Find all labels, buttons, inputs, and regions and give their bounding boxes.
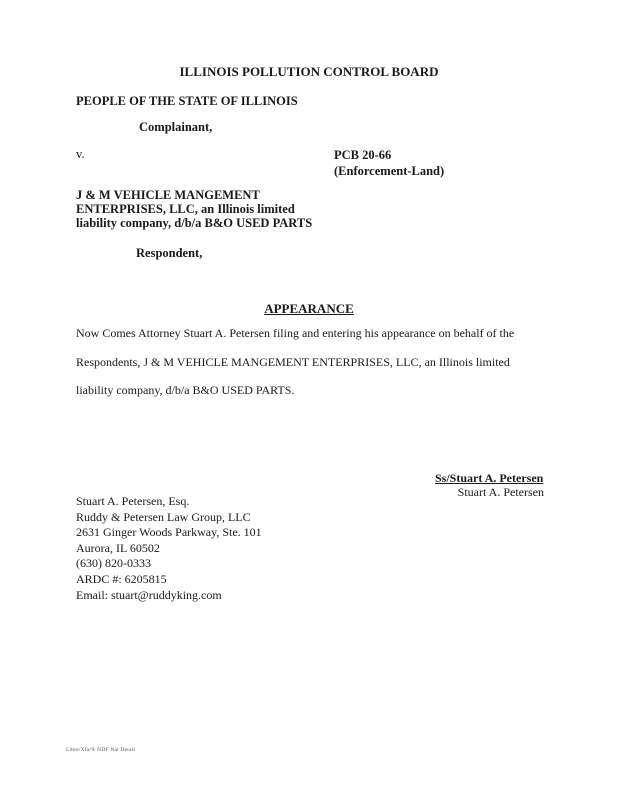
contact-street: 2631 Ginger Woods Parkway, Ste. 101: [76, 525, 262, 540]
body-line: Respondents, J & M VEHICLE MANGEMENT ENTERPRISES, LLC, an Illinois limited: [76, 354, 510, 369]
contact-city: Aurora, IL 60502: [76, 540, 160, 555]
respondent-name: [76, 188, 312, 230]
contact-name: Stuart A. Petersen, Esq.: [76, 494, 190, 508]
versus-label: v.: [76, 147, 85, 161]
complainant-label: Complainant,: [139, 120, 213, 134]
board-title: ILLINOIS POLLUTION CONTROL BOARD: [179, 64, 439, 79]
appearance-body: [76, 319, 514, 405]
contact-email: Email: stuart@ruddyking.com: [76, 587, 222, 602]
case-number: PCB 20-66: [334, 148, 392, 162]
body-line: liability company, d/b/a B&O USED PARTS.: [76, 383, 295, 397]
attorney-contact-block: [76, 494, 262, 603]
signature-name: Stuart A. Petersen: [457, 485, 544, 499]
respondent-name-line: liability company, d/b/a B&O USED PARTS: [76, 216, 313, 230]
case-type: (Enforcement-Land): [334, 164, 445, 178]
contact-ardc: ARDC #: 6205815: [76, 571, 167, 586]
case-info: [334, 147, 444, 179]
respondent-name-line: ENTERPRISES, LLC, an Illinois limited: [76, 202, 295, 216]
body-line: Now Comes Attorney Stuart A. Petersen filing and entering his appearance on behalf of the: [76, 326, 515, 340]
contact-phone: (630) 820-0333: [76, 556, 151, 571]
contact-firm: Ruddy & Petersen Law Group, LLC: [76, 509, 251, 524]
plaintiff-name: PEOPLE OF THE STATE OF ILLINOIS: [76, 94, 298, 108]
signature-line: Ss/Stuart A. Petersen: [435, 471, 544, 485]
document-title: APPEARANCE: [264, 301, 354, 316]
respondent-name-line: J & M VEHICLE MANGEMENT: [76, 188, 260, 202]
respondent-label: Respondent,: [136, 246, 203, 260]
footer-code: Libre/Xfa/® NDF Nat Detail: [66, 747, 136, 753]
